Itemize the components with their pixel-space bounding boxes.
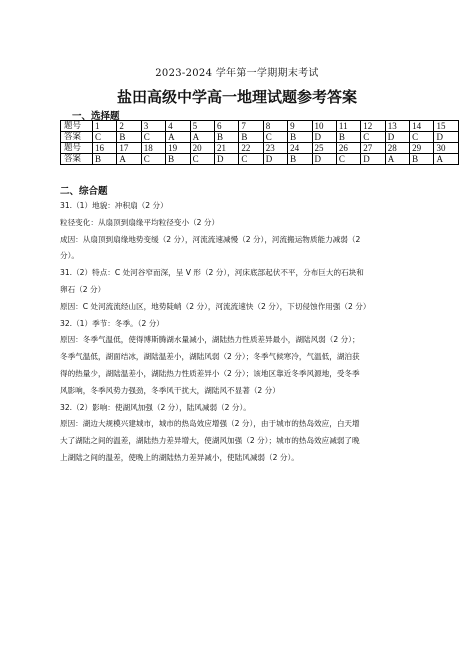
- answer-line: 32.（2）影响：使湖风加强（2 分），陆风减弱（2 分）。: [60, 402, 251, 412]
- table-cell: 24: [288, 143, 312, 154]
- table-cell: C: [336, 154, 360, 165]
- table-cell: 19: [166, 143, 190, 154]
- table-cell: A: [166, 132, 190, 143]
- table-cell: B: [239, 132, 263, 143]
- table-cell: 7: [239, 121, 263, 132]
- table-cell: B: [288, 132, 312, 143]
- answer-line: 风影响，冬季风势力强劲，冬季风干扰大，湖陆风不显著（2 分）: [60, 385, 280, 395]
- table-cell: 11: [336, 121, 360, 132]
- table-cell: 1: [93, 121, 117, 132]
- table-cell: D: [214, 154, 238, 165]
- table-cell: B: [117, 132, 141, 143]
- table-row: [61, 132, 459, 143]
- answer-line: 成因：从扇顶到扇缘地势变缓（2 分），河流流速减慢（2 分），河流搬运物质能力减弱（2: [60, 234, 361, 244]
- table-cell: C: [263, 132, 287, 143]
- table-cell: 16: [93, 143, 117, 154]
- table-cell: B: [288, 154, 312, 165]
- table-cell: C: [93, 132, 117, 143]
- table-cell: 20: [190, 143, 214, 154]
- table-row: [61, 143, 459, 154]
- answer-line: 31.（1）地貌：冲积扇（2 分）: [60, 201, 168, 210]
- answer-table: [60, 120, 459, 165]
- answer-line: 大了湖陆之间的温差，湖陆热力差异增大，使湖风加强（2 分）；城市的热岛效应减弱了晚: [60, 436, 360, 446]
- table-cell: D: [263, 154, 287, 165]
- table-cell: C: [361, 132, 385, 143]
- table-cell: 13: [385, 121, 409, 132]
- answer-line: 分）。: [60, 251, 79, 261]
- table-cell: C: [190, 154, 214, 165]
- table-row-header: 答案: [61, 154, 93, 165]
- table-cell: B: [166, 154, 190, 165]
- table-cell: A: [434, 154, 458, 165]
- table-cell: B: [410, 154, 434, 165]
- table-cell: 10: [312, 121, 336, 132]
- answer-line: 冬季气温低，湖面结冰，湖陆温差小，湖陆风弱（2 分）；冬季气候寒冷，气温低，湖泊获: [60, 352, 360, 362]
- answer-line: 原因：冬季气温低，使得博斯腾湖水量减小，湖陆热力性质差异最小，湖陆风弱（2 分）；: [60, 335, 360, 345]
- table-row: [61, 121, 459, 132]
- table-row-header: 题号: [61, 143, 93, 154]
- table-cell: 17: [117, 143, 141, 154]
- table-cell: C: [410, 132, 434, 143]
- table-cell: B: [93, 154, 117, 165]
- table-cell: 12: [361, 121, 385, 132]
- table-cell: 14: [410, 121, 434, 132]
- page-title: 盐田高级中学高一地理试题参考答案: [116, 88, 357, 106]
- table-cell: A: [190, 132, 214, 143]
- table-cell: 15: [434, 121, 458, 132]
- table-cell: A: [385, 154, 409, 165]
- answer-line: 31.（2）特点：C 处河谷窄而深，呈 V 形（2 分），河床底部起伏不平，分布巨大的石块和: [60, 268, 364, 278]
- table-cell: 5: [190, 121, 214, 132]
- table-cell: 4: [166, 121, 190, 132]
- table-cell: 29: [410, 143, 434, 154]
- answer-line: 原因：湖边大规模兴建城市，城市的热岛效应增强（2 分），由于城市的热岛效应，白天增: [60, 419, 360, 429]
- table-cell: 25: [312, 143, 336, 154]
- table-cell: A: [117, 154, 141, 165]
- table-cell: D: [434, 132, 458, 143]
- answer-line: 原因：C 处河流流经山区，地势陡峭（2 分），河流流速快（2 分），下切侵蚀作用强（2 分）: [60, 301, 371, 311]
- answer-line: 得的热量少，湖陆温差小，湖陆热力性质差异小（2 分）；该地区靠近冬季风源地，受冬季: [60, 368, 360, 378]
- answer-line: 粒径变化：从扇顶到扇缘平均粒径变小（2 分）: [60, 217, 220, 227]
- table-cell: B: [214, 132, 238, 143]
- answer-line: 32.（1）季节：冬季。（2 分）: [60, 318, 164, 328]
- table-cell: 2: [117, 121, 141, 132]
- table-cell: D: [385, 132, 409, 143]
- table-cell: 30: [434, 143, 458, 154]
- table-cell: B: [336, 132, 360, 143]
- table-row-header: 答案: [61, 132, 93, 143]
- table-cell: 23: [263, 143, 287, 154]
- table-cell: 3: [141, 121, 165, 132]
- section-title-comprehensive: 二、综合题: [60, 186, 108, 197]
- table-row: [61, 154, 459, 165]
- table-cell: 21: [214, 143, 238, 154]
- table-cell: 9: [288, 121, 312, 132]
- answer-line: 卵石（2 分）: [60, 284, 106, 294]
- table-cell: 6: [214, 121, 238, 132]
- table-cell: D: [312, 132, 336, 143]
- section-title-choice: 一、选择题: [72, 111, 120, 122]
- exam-title: 2023-2024 学年第一学期期末考试: [155, 68, 319, 79]
- table-cell: 18: [141, 143, 165, 154]
- table-cell: 27: [361, 143, 385, 154]
- table-cell: 8: [263, 121, 287, 132]
- table-cell: D: [361, 154, 385, 165]
- table-cell: C: [239, 154, 263, 165]
- answer-line: 上湖陆之间的温差，使晚上的湖陆热力差异减小，使陆风减弱（2 分）。: [60, 452, 299, 462]
- table-cell: C: [141, 132, 165, 143]
- table-cell: C: [141, 154, 165, 165]
- table-cell: 22: [239, 143, 263, 154]
- table-cell: D: [312, 154, 336, 165]
- table-cell: 28: [385, 143, 409, 154]
- answer-body: [60, 198, 422, 467]
- table-row-header: 题号: [61, 121, 93, 132]
- table-cell: 26: [336, 143, 360, 154]
